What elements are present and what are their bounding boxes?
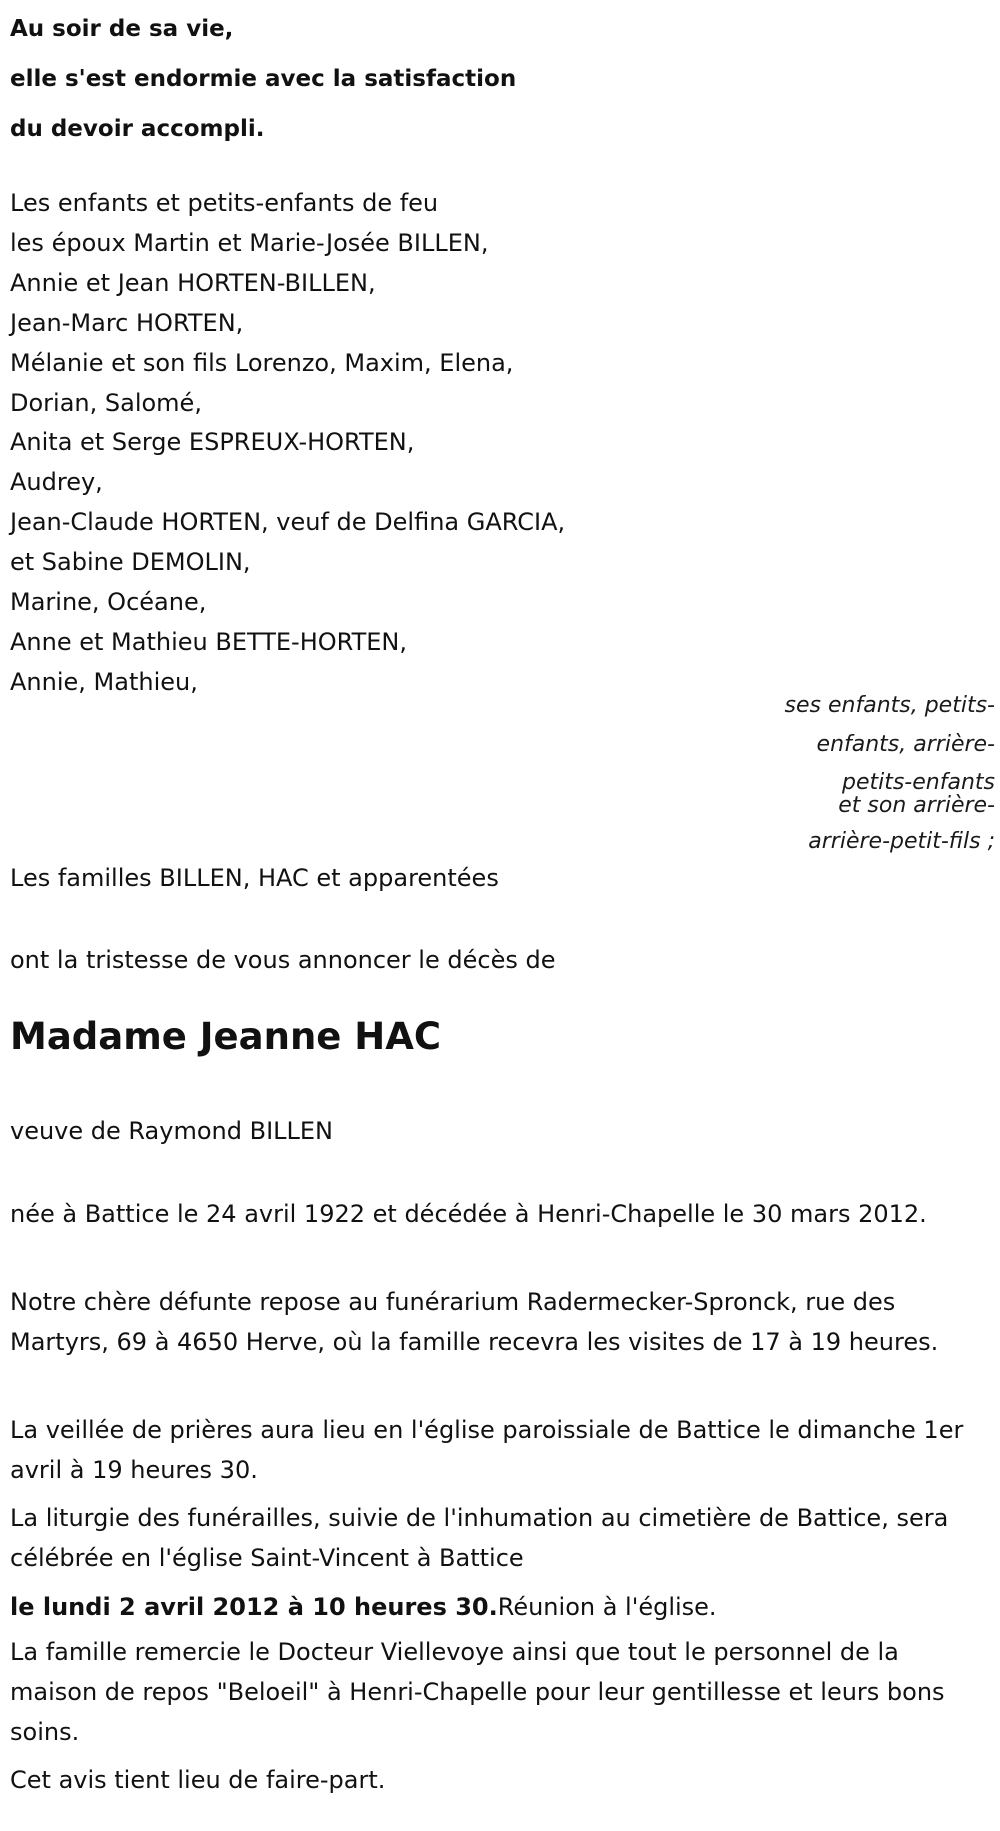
widow-line: veuve de Raymond BILLEN <box>10 1117 334 1145</box>
role-line: arrière-petit-fils ; <box>808 829 995 854</box>
announce-line: ont la tristesse de vous annoncer le décès de <box>10 946 556 974</box>
role-line: petits-enfants <box>841 770 995 795</box>
family-role-caption <box>745 688 995 866</box>
funeral-date-rest: Réunion à l'église. <box>497 1593 717 1621</box>
role-line: ses enfants, petits- <box>784 693 995 718</box>
family-line: Les enfants et petits-enfants de feu <box>10 189 439 217</box>
family-line: et Sabine DEMOLIN, <box>10 548 251 577</box>
birth-paragraph: née à Battice le 24 avril 1922 et décédée à Henri-Chapelle le 30 mars 2012. <box>10 1200 927 1228</box>
funerarium-paragraph: Notre chère défunte repose au funérarium Radermecker-Spronck, rue des Martyrs, 69 à 4650 Herve, où la famille recevra les visites de 17 à 19 heures. <box>10 1288 939 1356</box>
families-line: Les familles BILLEN, HAC et apparentées <box>10 864 499 892</box>
funeral-date-bold: le lundi 2 avril 2012 à 10 heures 30. <box>10 1593 498 1621</box>
closing-line: Cet avis tient lieu de faire-part. <box>10 1766 386 1794</box>
role-line: et son arrière- <box>838 793 995 818</box>
funeral-date-paragraph <box>10 1587 990 1627</box>
thanks-paragraph: La famille remercie le Docteur Viellevoye ainsi que tout le personnel de la maison de repos "Beloeil" à Henri-Chapelle pour leur gentillesse et leurs bons soins. <box>10 1638 945 1746</box>
family-line: Dorian, Salomé, <box>10 388 202 417</box>
family-line: Audrey, <box>10 468 103 497</box>
family-line: les époux Martin et Marie-Josée BILLEN, <box>10 228 489 257</box>
family-line: Mélanie et son fils Lorenzo, Maxim, Elena, <box>10 348 514 377</box>
vigil-paragraph: La veillée de prières aura lieu en l'église paroissiale de Battice le dimanche 1er avril à 19 heures 30. <box>10 1416 964 1484</box>
family-line: Anne et Mathieu BETTE-HORTEN, <box>10 627 407 656</box>
motto-line: elle s'est endormie avec la satisfaction <box>10 66 517 92</box>
motto-line: du devoir accompli. <box>10 116 265 142</box>
family-line: Marine, Océane, <box>10 588 207 617</box>
family-line: Jean-Claude HORTEN, veuf de Delfina GARCIA, <box>10 508 566 537</box>
family-line: Jean-Marc HORTEN, <box>10 308 244 337</box>
family-line: Annie et Jean HORTEN-BILLEN, <box>10 268 376 297</box>
role-line: enfants, arrière- <box>816 732 995 757</box>
deceased-name: Madame Jeanne HAC <box>10 1015 442 1058</box>
family-list <box>10 184 565 703</box>
liturgy-paragraph: La liturgie des funérailles, suivie de l'inhumation au cimetière de Battice, sera célébrée en l'église Saint-Vincent à Battice <box>10 1504 949 1572</box>
motto-block <box>10 4 516 154</box>
family-line: Annie, Mathieu, <box>10 667 198 696</box>
motto-line: Au soir de sa vie, <box>10 16 234 42</box>
family-line: Anita et Serge ESPREUX-HORTEN, <box>10 428 415 457</box>
